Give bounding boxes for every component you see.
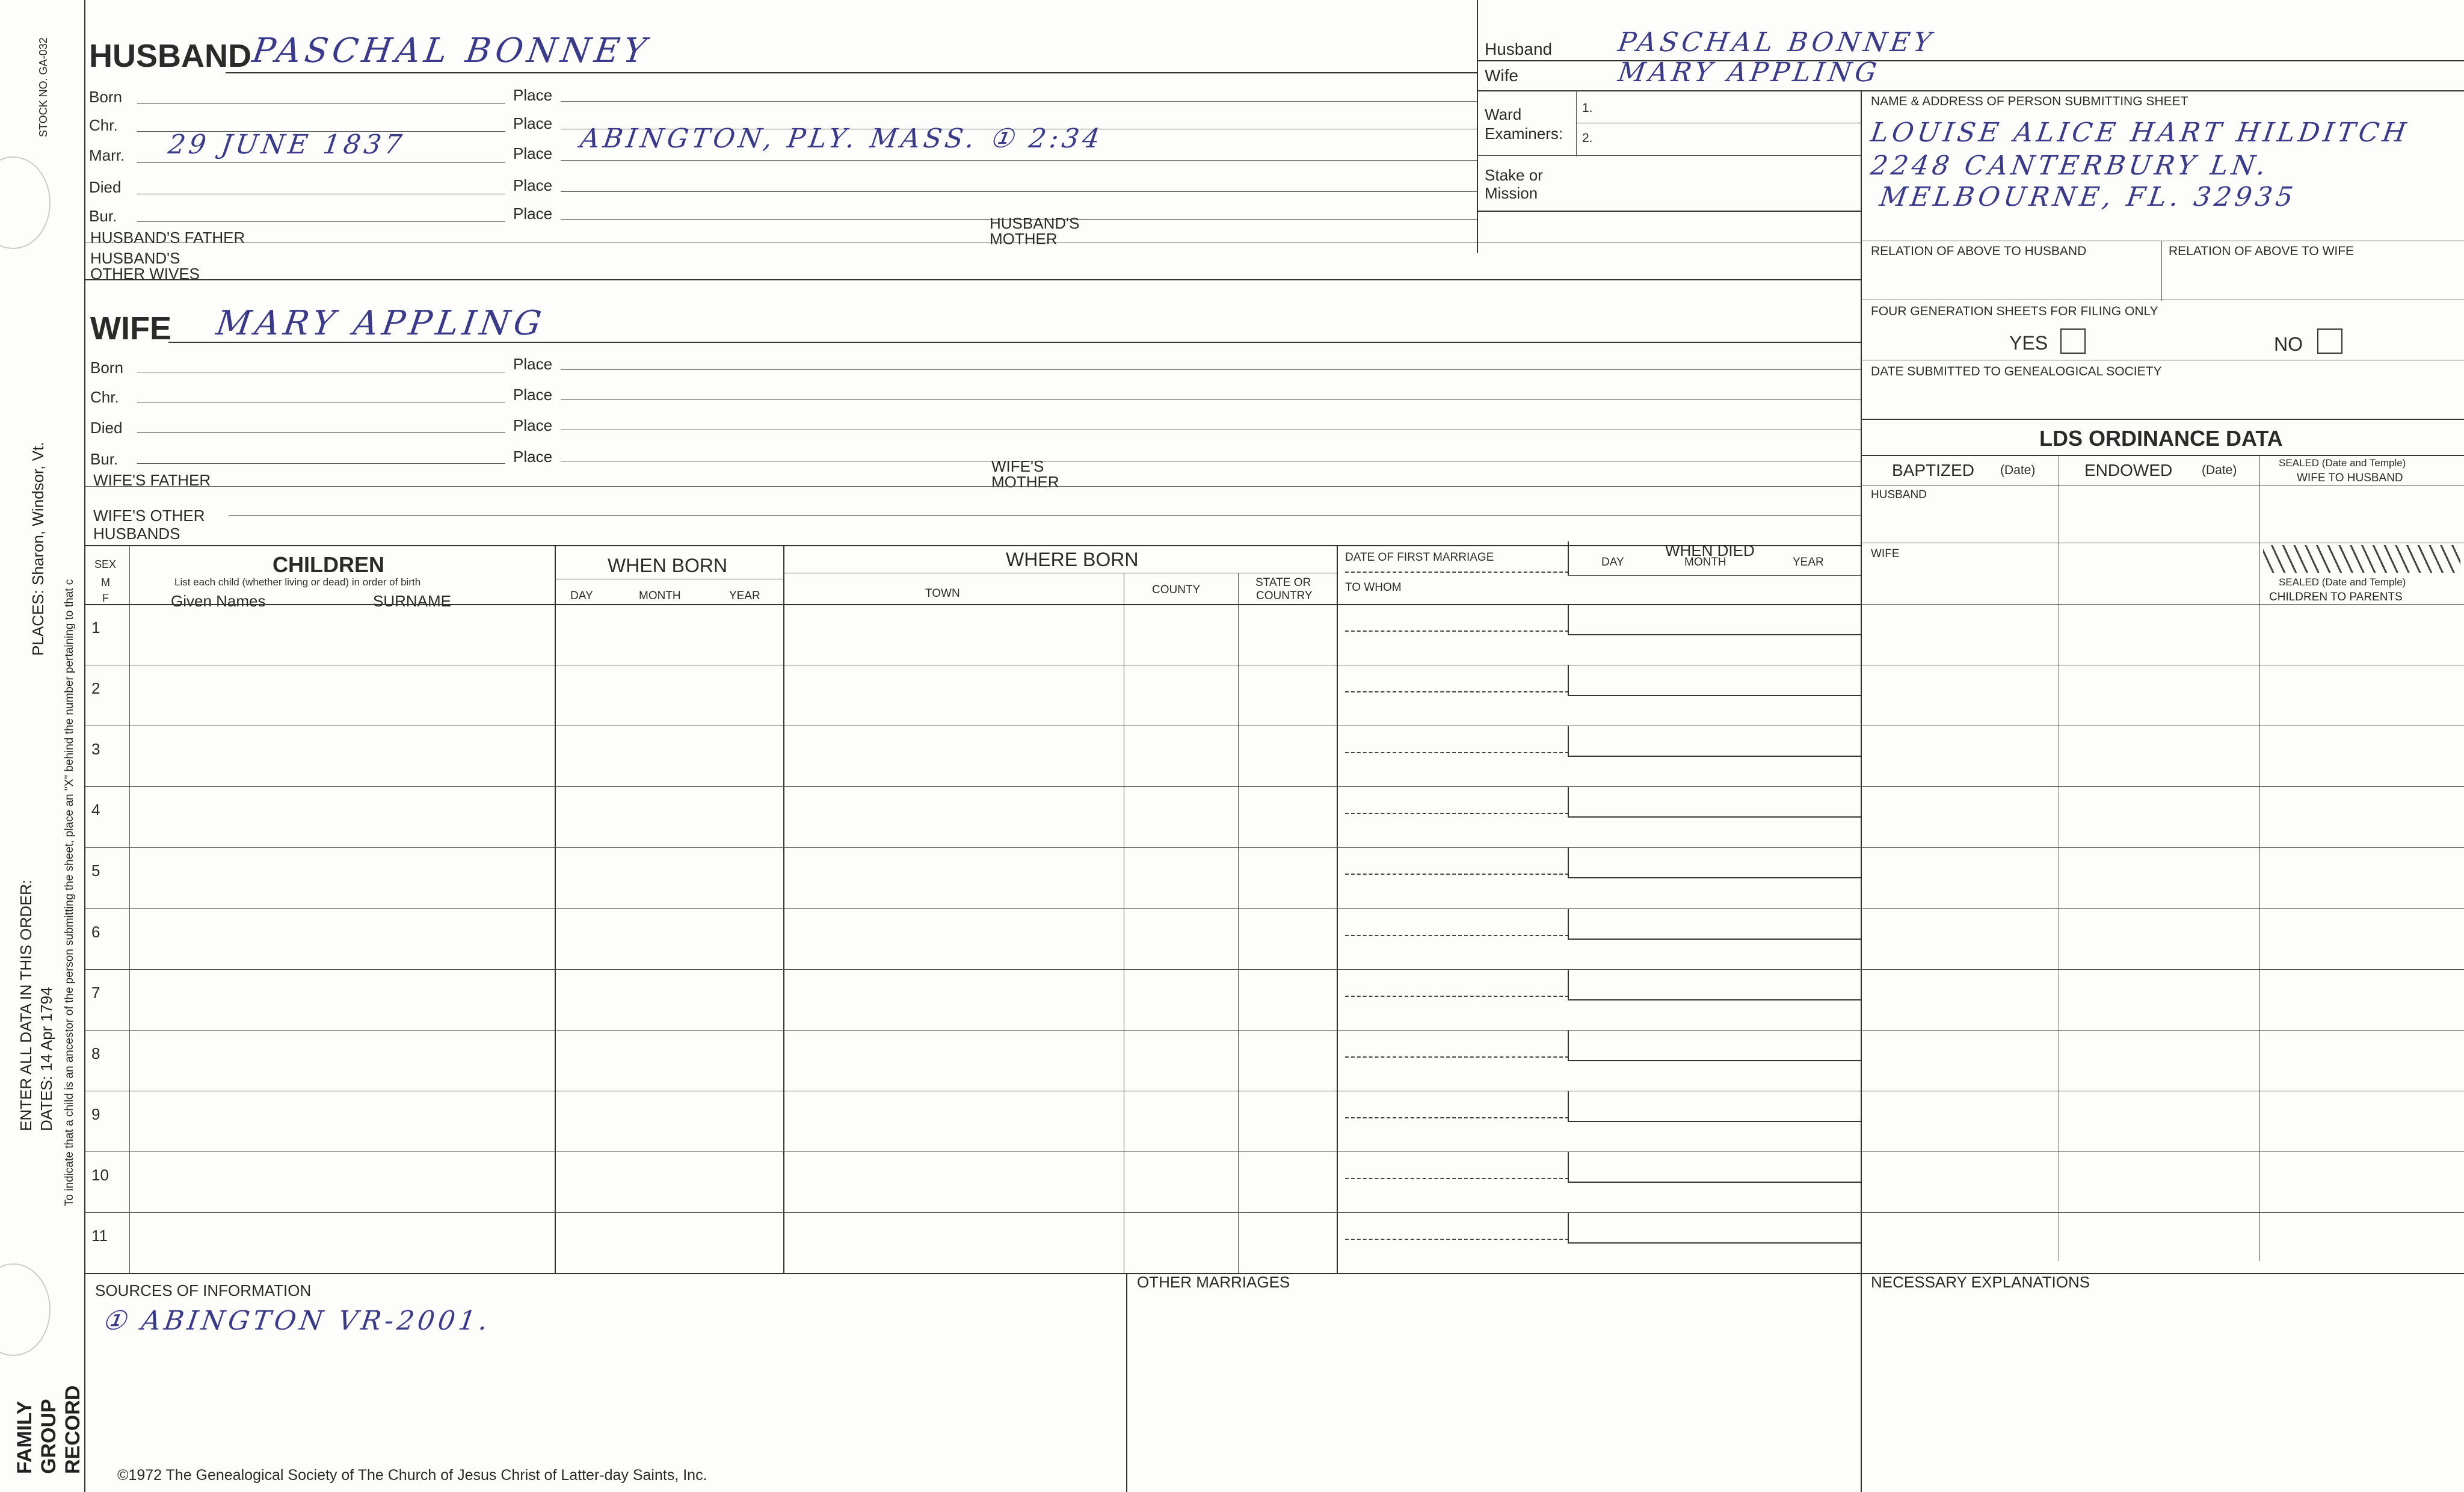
wife-born-place-line	[561, 369, 1861, 370]
husband-bur-label: Bur.	[89, 207, 117, 225]
born-year-header: YEAR	[729, 590, 760, 602]
lds-sealed-wife-label-1: SEALED (Date and Temple)	[2279, 457, 2406, 469]
sources-divider	[1126, 1273, 1127, 1492]
husband-died-place-line	[561, 191, 1477, 192]
sex-m-header: M	[101, 576, 110, 588]
lds-hatched-cell	[2263, 545, 2460, 573]
stake-bottom-line	[1477, 211, 1861, 212]
county-col-line	[1238, 573, 1239, 1273]
children-col-line	[555, 545, 556, 1273]
husband-born-line	[137, 103, 505, 104]
lds-endowed-date-label: (Date)	[2202, 463, 2237, 477]
child-row-line	[84, 908, 2464, 909]
submitter-line-2: 2248 CANTERBURY LN.	[1868, 150, 2272, 181]
child-row-number: 2	[91, 679, 100, 697]
child-row-number: 9	[91, 1105, 100, 1123]
right-section-divider	[1861, 90, 1862, 1492]
child-marriage-dash	[1345, 1239, 1569, 1240]
enter-instruction: ENTER ALL DATA IN THIS ORDER:	[17, 879, 35, 1131]
examiners-bottom-line	[1477, 155, 1861, 156]
child-row-number: 6	[91, 923, 100, 941]
child-row-line	[84, 969, 2464, 970]
wife-title: WIFE	[90, 310, 171, 347]
wife-died-label: Died	[90, 419, 123, 437]
ward-label: Ward	[1485, 105, 1522, 123]
sex-col-line	[129, 545, 130, 1273]
child-died-line	[1568, 1182, 1861, 1183]
child-died-line	[1568, 939, 1861, 940]
died-day-header: DAY	[1601, 556, 1624, 569]
child-marriage-dash	[1345, 1117, 1569, 1118]
relation-husband-label: RELATION OF ABOVE TO HUSBAND	[1871, 244, 2087, 258]
child-marriage-dash	[1345, 996, 1569, 997]
child-marriage-dash	[1345, 752, 1569, 753]
died-year-header: YEAR	[1793, 556, 1824, 569]
husband-born-label: Born	[89, 88, 122, 106]
sex-f-header: F	[102, 592, 109, 604]
explanations-label: NECESSARY EXPLANATIONS	[1871, 1273, 2090, 1291]
wife-father-line	[84, 486, 1861, 487]
wife-chr-label: Chr.	[90, 388, 119, 406]
wife-other-husbands-line	[229, 515, 1861, 516]
state-header-2: COUNTRY	[1256, 590, 1313, 602]
rh-wife-label: Wife	[1485, 66, 1518, 85]
other-marriages-label: OTHER MARRIAGES	[1137, 1273, 1290, 1291]
child-died-line	[1568, 756, 1861, 757]
born-day-header: DAY	[570, 590, 593, 602]
child-died-line	[1568, 877, 1861, 878]
left-border	[84, 0, 85, 1492]
lds-baptized-date-label: (Date)	[2000, 463, 2036, 477]
child-died-bracket	[1568, 665, 1569, 695]
submitter-label: NAME & ADDRESS OF PERSON SUBMITTING SHEET	[1871, 94, 2188, 108]
husband-title: HUSBAND	[89, 38, 251, 74]
lds-sealed-wife-label-2: WIFE TO HUSBAND	[2297, 472, 2403, 484]
wife-chr-place-line	[561, 399, 1861, 400]
when-born-col-line	[783, 545, 784, 1273]
husband-other-wives-label-2: OTHER WIVES	[90, 265, 200, 283]
lds-col-2	[2259, 455, 2260, 1261]
record-title-3: RECORD	[61, 1385, 84, 1474]
stock-number: STOCK NO. GA-032	[37, 37, 49, 137]
child-row-number: 5	[91, 862, 100, 880]
died-month-header: MONTH	[1684, 556, 1726, 569]
places-instruction: PLACES: Sharon, Windsor, Vt.	[29, 442, 47, 656]
child-row-line	[84, 847, 2464, 848]
child-row-number: 1	[91, 618, 100, 637]
husband-born-place-line	[561, 101, 1477, 102]
wife-name-value: MARY APPLING	[214, 304, 548, 343]
relation-divider	[2161, 241, 2162, 301]
husband-mother-label-1: HUSBAND'S	[990, 214, 1080, 232]
wife-name-line	[168, 342, 1861, 343]
child-died-bracket	[1568, 786, 1569, 816]
child-marriage-dash	[1345, 935, 1569, 936]
husband-name-line	[226, 72, 1477, 73]
husband-died-place-label: Place	[513, 176, 553, 194]
date-submitted-label: DATE SUBMITTED TO GENEALOGICAL SOCIETY	[1871, 365, 2162, 378]
child-died-bracket	[1568, 604, 1569, 634]
child-row-line	[84, 1030, 2464, 1031]
child-row-number: 3	[91, 740, 100, 758]
child-died-bracket	[1568, 969, 1569, 999]
husband-marr-line	[137, 162, 505, 163]
children-title: CHILDREN	[273, 552, 384, 577]
child-marriage-dash	[1345, 1178, 1569, 1179]
wife-born-place-label: Place	[513, 355, 553, 373]
child-died-bracket	[1568, 726, 1569, 756]
lds-wife-line	[1861, 604, 2464, 605]
child-row-line	[84, 1151, 2464, 1152]
examiners-label: Examiners:	[1485, 125, 1563, 143]
where-born-header: WHERE BORN	[1006, 549, 1139, 570]
child-died-bracket	[1568, 847, 1569, 877]
child-died-line	[1568, 634, 1861, 635]
child-died-bracket	[1568, 1151, 1569, 1182]
wife-bur-place-label: Place	[513, 448, 553, 466]
husband-died-label: Died	[89, 178, 122, 196]
center-divider	[1477, 0, 1478, 253]
born-month-header: MONTH	[639, 590, 681, 602]
when-died-box-bottom	[1568, 575, 1861, 576]
child-died-bracket	[1568, 1091, 1569, 1121]
child-row-number: 11	[91, 1227, 108, 1245]
county-header: COUNTY	[1152, 584, 1201, 596]
yes-label: YES	[2009, 332, 2048, 354]
wife-chr-place-label: Place	[513, 386, 553, 404]
wife-section-bottom	[84, 545, 1861, 546]
child-marriage-dash	[1345, 630, 1569, 632]
rh-husband-value: PASCHAL BONNEY	[1616, 27, 1937, 58]
child-died-line	[1568, 816, 1861, 818]
wife-died-line	[137, 432, 505, 433]
punch-hole	[0, 156, 51, 249]
wife-other-husbands-label-1: WIFE'S OTHER	[93, 507, 205, 525]
no-label: NO	[2274, 333, 2303, 355]
first-marriage-dash	[1345, 572, 1569, 573]
wife-bur-line	[137, 463, 505, 464]
husband-mother-label-2: MOTHER	[990, 230, 1058, 248]
child-died-line	[1568, 999, 1861, 1000]
husband-born-place-label: Place	[513, 86, 553, 104]
lds-husband-label: HUSBAND	[1871, 489, 1927, 501]
given-names-header: Given Names	[171, 592, 266, 610]
husband-marr-label: Marr.	[89, 146, 125, 164]
wife-mother-label-1: WIFE'S	[991, 457, 1044, 475]
sources-label: SOURCES OF INFORMATION	[95, 1281, 312, 1299]
lds-header-line	[1861, 485, 2464, 486]
four-gen-label: FOUR GENERATION SHEETS FOR FILING ONLY	[1871, 304, 2158, 318]
husband-bur-place-label: Place	[513, 205, 553, 223]
child-died-line	[1568, 695, 1861, 696]
child-row-number: 7	[91, 984, 100, 1002]
rh-wife-line	[1477, 90, 2464, 91]
child-marriage-dash	[1345, 1056, 1569, 1058]
husband-marr-place-value: ABINGTON, PLY. MASS. ① 2:34	[578, 123, 1106, 154]
child-row-line	[84, 786, 2464, 787]
child-died-line	[1568, 1121, 1861, 1122]
lds-title: LDS ORDINANCE DATA	[2039, 426, 2283, 451]
child-marriage-dash	[1345, 874, 1569, 875]
husband-marr-place-line	[561, 160, 1477, 161]
stake-label: Stake or	[1485, 166, 1543, 184]
town-header: TOWN	[925, 587, 960, 600]
examiner-2-label: 2.	[1582, 131, 1593, 145]
examiner-1-label: 1.	[1582, 101, 1593, 115]
sources-value: ① ABINGTON VR-2001.	[100, 1306, 493, 1336]
child-row-number: 4	[91, 801, 100, 819]
husband-chr-label: Chr.	[89, 116, 118, 134]
child-died-bracket	[1568, 1212, 1569, 1242]
husband-chr-place-label: Place	[513, 114, 553, 132]
punch-hole	[0, 1263, 51, 1356]
child-died-line	[1568, 1242, 1861, 1244]
lds-baptized-label: BAPTIZED	[1892, 461, 1974, 479]
mission-label: Mission	[1485, 184, 1538, 202]
child-died-bracket	[1568, 1030, 1569, 1060]
husband-name-value: PASCHAL BONNEY	[250, 31, 653, 70]
when-died-box-left	[1568, 541, 1569, 575]
when-died-header: WHEN DIED	[1665, 541, 1755, 560]
ancestor-instruction: To indicate that a child is an ancestor of the person submitting the sheet, place an "X" behind the number pertaining to that c	[63, 579, 76, 1206]
state-col-line	[1337, 545, 1338, 1273]
dates-instruction: DATES: 14 Apr 1794	[37, 987, 55, 1131]
submitter-line-1: LOUISE ALICE HART HILDITCH	[1868, 117, 2412, 148]
child-marriage-dash	[1345, 691, 1569, 692]
child-died-bracket	[1568, 908, 1569, 939]
husband-marr-date-value: 29 JUNE 1837	[166, 129, 407, 160]
first-marriage-header: DATE OF FIRST MARRIAGE	[1345, 551, 1494, 564]
child-marriage-dash	[1345, 813, 1569, 814]
lds-title-line	[1861, 455, 2464, 456]
to-whom-header: TO WHOM	[1345, 581, 1402, 594]
copyright-text: ©1972 The Genealogical Society of The Church of Jesus Christ of Latter-day Saints, Inc.	[117, 1467, 707, 1484]
lds-wife-label: WIFE	[1871, 547, 1900, 560]
record-title-2: GROUP	[37, 1399, 60, 1474]
date-submitted-bottom-line	[1861, 419, 2464, 420]
rh-husband-label: Husband	[1485, 40, 1553, 58]
lds-endowed-label: ENDOWED	[2084, 461, 2173, 479]
husband-father-label: HUSBAND'S FATHER	[90, 229, 245, 247]
child-died-line	[1568, 1060, 1861, 1061]
record-title-1: FAMILY	[13, 1401, 36, 1474]
surname-header: SURNAME	[373, 592, 452, 610]
child-row-number: 10	[91, 1166, 109, 1184]
wife-bur-label: Bur.	[90, 450, 119, 468]
state-header-1: STATE OR	[1255, 576, 1311, 589]
husband-bur-line	[137, 221, 505, 222]
when-born-header: WHEN BORN	[608, 555, 728, 576]
lds-sealed-children-label-1: SEALED (Date and Temple)	[2279, 576, 2406, 588]
child-row-line	[84, 1212, 2464, 1213]
wife-father-label: WIFE'S FATHER	[93, 471, 211, 489]
husband-marr-place-label: Place	[513, 144, 553, 162]
rh-wife-value: MARY APPLING	[1616, 57, 1882, 88]
wife-other-husbands-label-2: HUSBANDS	[93, 525, 180, 543]
husband-section-bottom	[84, 279, 1861, 280]
relation-wife-label: RELATION OF ABOVE TO WIFE	[2169, 244, 2355, 258]
child-row-number: 8	[91, 1044, 100, 1062]
children-note: List each child (whether living or dead) in order of birth	[174, 576, 421, 588]
lds-sealed-children-label-2: CHILDREN TO PARENTS	[2269, 591, 2403, 603]
no-checkbox[interactable]	[2317, 328, 2342, 354]
submitter-line-3: MELBOURNE, FL. 32935	[1877, 182, 2299, 212]
wife-mother-label-2: MOTHER	[991, 473, 1059, 491]
children-header-bottom	[84, 604, 1861, 605]
wife-died-place-label: Place	[513, 416, 553, 434]
husband-other-wives-label-1: HUSBAND'S	[90, 249, 180, 267]
yes-checkbox[interactable]	[2060, 328, 2086, 354]
examiners-divider	[1576, 90, 1577, 156]
sex-header: SEX	[94, 558, 117, 570]
wife-born-label: Born	[90, 359, 123, 377]
